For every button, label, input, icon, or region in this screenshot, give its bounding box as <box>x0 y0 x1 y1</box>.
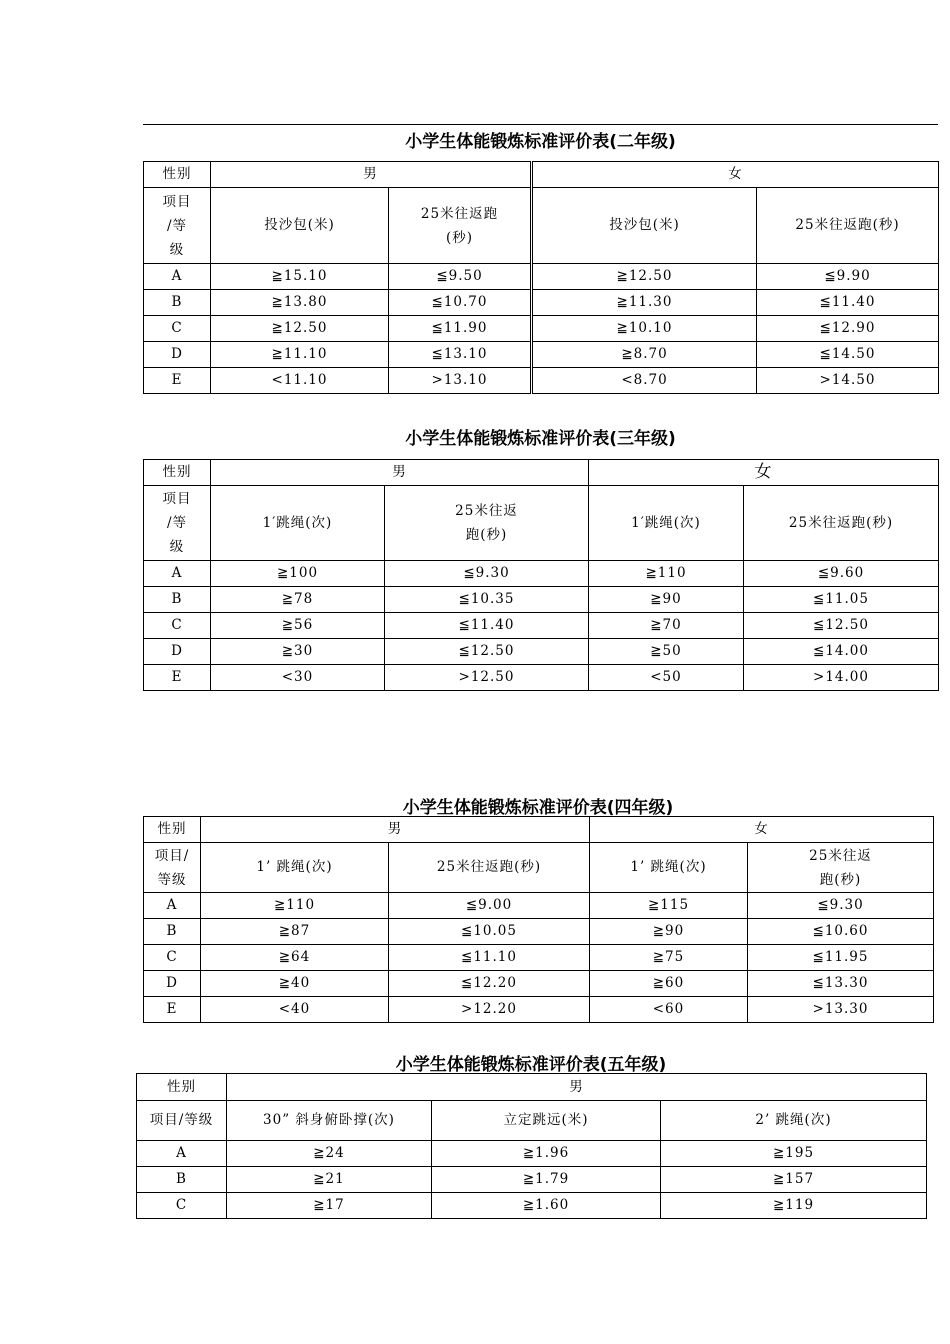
table-cell: ≧50 <box>589 639 744 665</box>
table-cell: ≦11.90 <box>389 316 532 342</box>
table-cell: ≦10.70 <box>389 290 532 316</box>
col-standing-long-jump: 立定跳远(米) <box>432 1101 661 1141</box>
item-grade-label: 项目 /等 级 <box>144 188 211 264</box>
table-cell: ≦10.35 <box>385 587 589 613</box>
item-grade-label: 项目 /等 级 <box>144 486 211 561</box>
item-grade-label: 项目/等级 <box>137 1101 227 1141</box>
table-cell: ≦9.50 <box>389 264 532 290</box>
table-cell: ≧110 <box>201 893 389 919</box>
table-cell: <50 <box>589 665 744 691</box>
table-row <box>144 665 939 691</box>
table-cell: ≧30 <box>211 639 385 665</box>
table-cell: ≧90 <box>589 587 744 613</box>
table-title-grade3: 小学生体能锻炼标准评价表(三年级) <box>405 429 676 449</box>
male-header: 男 <box>201 817 590 843</box>
gender-label: 性别 <box>144 817 201 843</box>
table-cell: ≧64 <box>201 945 389 971</box>
table-cell: ≦11.05 <box>744 587 939 613</box>
female-header: 女 <box>590 817 934 843</box>
table-cell: E <box>144 368 211 394</box>
col-female-shuttle-run: 25米往返 跑(秒) <box>748 843 934 893</box>
table-cell: ≦14.50 <box>757 342 939 368</box>
table-cell: ≧56 <box>211 613 385 639</box>
table-row <box>137 1141 927 1167</box>
table-row <box>137 1167 927 1193</box>
table-cell: ≦10.05 <box>389 919 590 945</box>
table-cell: ≧21 <box>227 1167 432 1193</box>
table-cell: ≧70 <box>589 613 744 639</box>
col-male-jump-rope: 1′跳绳(次) <box>211 486 385 561</box>
gender-label: 性别 <box>144 162 211 188</box>
table-row <box>144 368 939 394</box>
table-cell: ≧157 <box>661 1167 927 1193</box>
table-row <box>144 342 939 368</box>
table-row <box>144 587 939 613</box>
table-row <box>144 316 939 342</box>
table-cell: ≧90 <box>590 919 748 945</box>
table-cell: ≦9.30 <box>748 893 934 919</box>
table-cell: ≦12.50 <box>744 613 939 639</box>
table-cell: ≦9.30 <box>385 561 589 587</box>
table-cell: ≧40 <box>201 971 389 997</box>
table-row <box>144 893 934 919</box>
table-cell: ≦11.40 <box>757 290 939 316</box>
table-title-grade4: 小学生体能锻炼标准评价表(四年级) <box>402 798 674 818</box>
table-cell: <30 <box>211 665 385 691</box>
table-row <box>144 290 939 316</box>
table-cell: <11.10 <box>211 368 389 394</box>
table-cell: ≦13.30 <box>748 971 934 997</box>
table-cell: ≧10.10 <box>532 316 757 342</box>
grade5-table <box>136 1073 927 1219</box>
table-cell: D <box>144 639 211 665</box>
table-cell: ≦13.10 <box>389 342 532 368</box>
table-cell: ≧100 <box>211 561 385 587</box>
table-cell: ≦9.90 <box>757 264 939 290</box>
col-male-shuttle-run: 25米往返 跑(秒) <box>385 486 589 561</box>
male-header: 男 <box>227 1074 927 1101</box>
table-cell: ≦12.90 <box>757 316 939 342</box>
table-row <box>144 919 934 945</box>
table-cell: >12.50 <box>385 665 589 691</box>
table-cell: C <box>144 613 211 639</box>
table-cell: ≧78 <box>211 587 385 613</box>
table-cell: ≧75 <box>590 945 748 971</box>
table-row <box>144 971 934 997</box>
table-cell: ≧15.10 <box>211 264 389 290</box>
table-cell: ≧1.96 <box>432 1141 661 1167</box>
col-female-jump-rope: 1′跳绳(次) <box>589 486 744 561</box>
table-cell: >13.10 <box>389 368 532 394</box>
table-title-grade2: 小学生体能锻炼标准评价表(二年级) <box>405 132 676 152</box>
grade4-table <box>143 816 934 1023</box>
table-cell: A <box>144 561 211 587</box>
table-cell: ≦10.60 <box>748 919 934 945</box>
table-cell: ≧195 <box>661 1141 927 1167</box>
table-cell: B <box>137 1167 227 1193</box>
table-cell: ≦9.00 <box>389 893 590 919</box>
table-cell: ≧8.70 <box>532 342 757 368</box>
table-cell: ≧11.30 <box>532 290 757 316</box>
table-cell: >14.50 <box>757 368 939 394</box>
gender-label: 性别 <box>144 460 211 486</box>
table-cell: ≧1.79 <box>432 1167 661 1193</box>
table-cell: B <box>144 290 211 316</box>
table-cell: >14.00 <box>744 665 939 691</box>
female-header: 女 <box>589 460 939 486</box>
col-female-sandbag: 投沙包(米) <box>532 188 757 264</box>
female-header: 女 <box>532 162 939 188</box>
table-cell: ≦11.10 <box>389 945 590 971</box>
table-cell: ≧119 <box>661 1193 927 1219</box>
col-male-sandbag: 投沙包(米) <box>211 188 389 264</box>
table-cell: ≧12.50 <box>211 316 389 342</box>
table-cell: ≧87 <box>201 919 389 945</box>
table-cell: ≧24 <box>227 1141 432 1167</box>
table-cell: A <box>144 893 201 919</box>
grade3-table <box>143 459 939 691</box>
col-female-shuttle-run: 25米往返跑(秒) <box>744 486 939 561</box>
col-female-shuttle-run: 25米往返跑(秒) <box>757 188 939 264</box>
table-cell: >12.20 <box>389 997 590 1023</box>
table-row <box>144 613 939 639</box>
male-header: 男 <box>211 460 589 486</box>
top-rule <box>143 124 938 125</box>
table-cell: C <box>144 945 201 971</box>
table-title-grade5: 小学生体能锻炼标准评价表(五年级) <box>395 1055 667 1075</box>
gender-label: 性别 <box>137 1074 227 1101</box>
table-cell: ≧110 <box>589 561 744 587</box>
table-row <box>137 1193 927 1219</box>
table-cell: C <box>144 316 211 342</box>
table-cell: D <box>144 971 201 997</box>
male-header: 男 <box>211 162 532 188</box>
table-cell: <60 <box>590 997 748 1023</box>
col-male-shuttle-run: 25米往返跑(秒) <box>389 843 590 893</box>
col-female-jump-rope: 1’ 跳绳(次) <box>590 843 748 893</box>
table-cell: ≦9.60 <box>744 561 939 587</box>
table-cell: <8.70 <box>532 368 757 394</box>
table-cell: ≧17 <box>227 1193 432 1219</box>
col-incline-pushup: 30” 斜身俯卧撑(次) <box>227 1101 432 1141</box>
table-cell: B <box>144 587 211 613</box>
table-row <box>144 264 939 290</box>
table-row <box>144 561 939 587</box>
table-cell: ≦12.50 <box>385 639 589 665</box>
grade2-table <box>143 161 939 394</box>
table-row <box>144 945 934 971</box>
table-cell: ≧13.80 <box>211 290 389 316</box>
table-cell: ≦11.95 <box>748 945 934 971</box>
table-cell: ≧12.50 <box>532 264 757 290</box>
table-cell: ≧1.60 <box>432 1193 661 1219</box>
table-cell: ≧60 <box>590 971 748 997</box>
table-row <box>144 997 934 1023</box>
table-cell: A <box>137 1141 227 1167</box>
table-cell: D <box>144 342 211 368</box>
table-cell: ≦11.40 <box>385 613 589 639</box>
table-cell: C <box>137 1193 227 1219</box>
table-cell: ≦12.20 <box>389 971 590 997</box>
table-cell: >13.30 <box>748 997 934 1023</box>
table-cell: <40 <box>201 997 389 1023</box>
table-cell: B <box>144 919 201 945</box>
item-grade-label: 项目/ 等级 <box>144 843 201 893</box>
table-cell: A <box>144 264 211 290</box>
table-cell: ≧11.10 <box>211 342 389 368</box>
table-cell: ≦14.00 <box>744 639 939 665</box>
table-cell: E <box>144 997 201 1023</box>
table-cell: E <box>144 665 211 691</box>
table-row <box>144 639 939 665</box>
col-jump-rope: 2’ 跳绳(次) <box>661 1101 927 1141</box>
col-male-jump-rope: 1’ 跳绳(次) <box>201 843 389 893</box>
table-cell: ≧115 <box>590 893 748 919</box>
col-male-shuttle-run: 25米往返跑 (秒) <box>389 188 532 264</box>
